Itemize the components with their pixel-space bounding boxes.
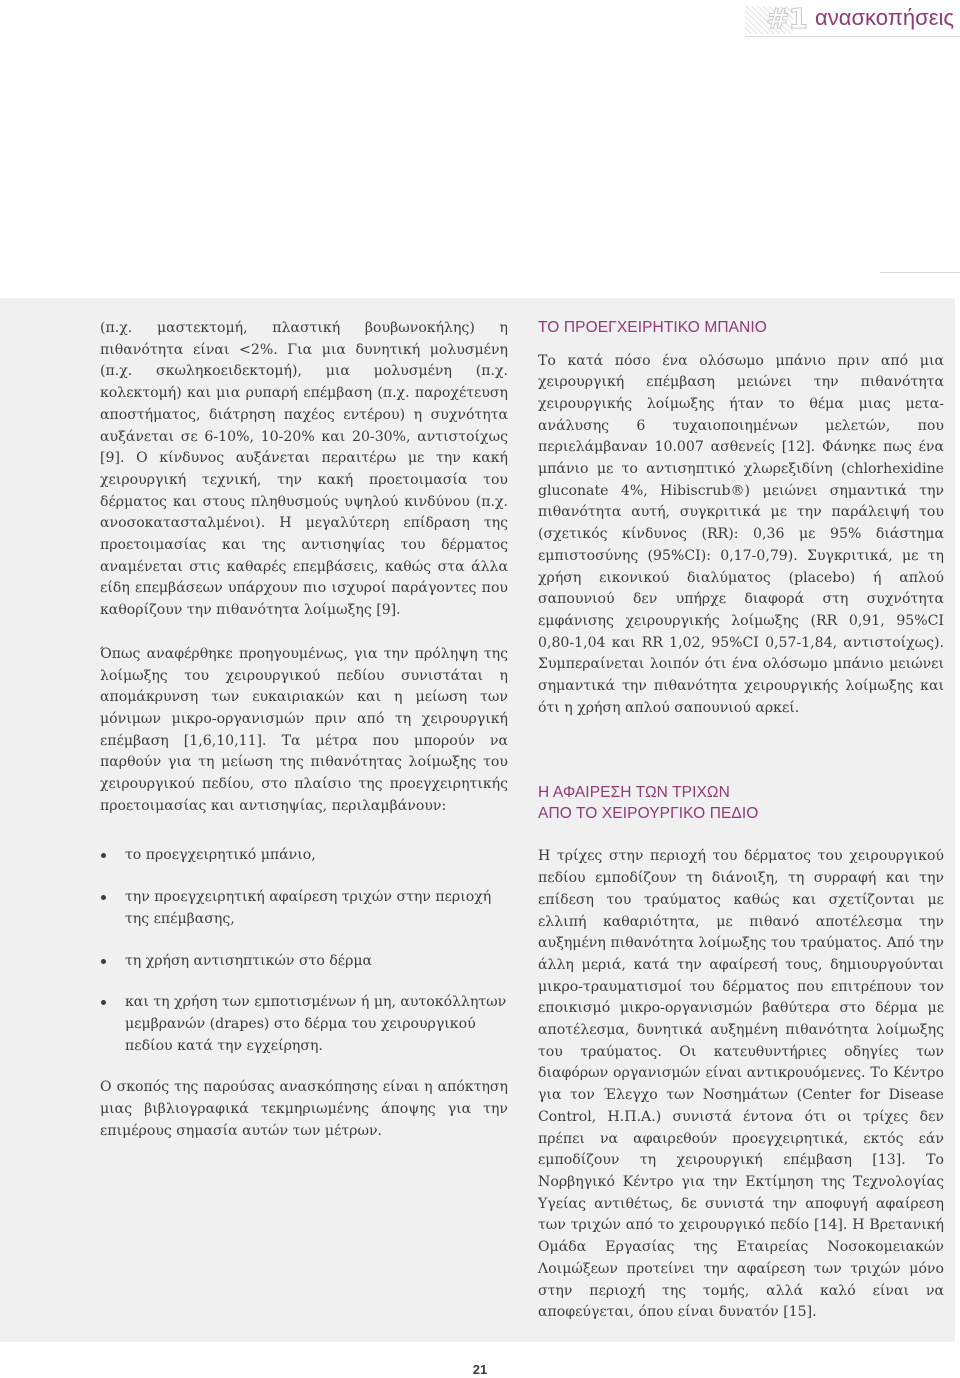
bath-paragraph: Το κατά πόσο ένα ολόσωμο μπάνιο πριν από μια χειρουργική επέμβαση μειώνει την πιθανότητα χειρουργικής λοίμωξης ήταν το θέμα μιας μετα-ανάλυσης 6 τυχαιοποιημένων μελετών, που περιελάμβαναν 10.007 ασθενείς [12]. Φάνηκε πως ένα μπάνιο με το αντισηπτικό χλωρεξιδίνη (chlorhexidine gluconate 4%, Hibiscrub®) μειώνει σημαντικά την πιθανότητα αυτή, συγκριτικά με την παράλειψή του (σχετικός κίνδυνος (RR): 0,36 με 95% διάστημα εμπιστοσύνης (95%CI): 0,17-0,79). Συγκριτικά, με τη χρήση εικονικού διαλύματος (placebo) ή απλού σαπουνιού δεν υπήρχε διαφορά στη συχνότητα εμφάνισης χειρουργικής λοίμωξης (RR 0,91, 95%CI 0,80-1,04 και RR 1,02, 95%CI 0,57-1,84, αντιστοίχως). Συμπεραίνεται λοιπόν ότι ένα ολόσωμο μπάνιο μειώνει σημαντικά την πιθανότητα χειρουργικής λοίμωξης και ότι η χρήση απλού σαπουνιού αρκεί. (538, 352, 944, 716)
issue-badge: #1 (766, 1, 808, 35)
list-item (100, 992, 508, 1057)
bullet-icon (101, 895, 106, 900)
page-header (766, 0, 954, 36)
header-divider (745, 36, 960, 37)
measures-list (100, 845, 508, 1057)
measures-paragraph: Όπως αναφέρθηκε προηγουμένως, για την πρόληψη της λοίμωξης του χειρουργικού πεδίου συνιστάται η απομάκρυνση των ευκαιριακών και η μείωση των μόνιμων μικρο-οργανισμών πριν από τη χειρουργική επέμβαση [1,6,10,11]. Τα μέτρα που μπορούν να παρθούν για τη μείωση της πιθανότητας λοίμωξης του χειρουργικού πεδίου, στο πλαίσιο της προεγχειρητικής προετοιμασίας και αντισηψίας, περιλαμβάνουν: (100, 645, 508, 814)
left-column (100, 318, 508, 1143)
page-number: 21 (472, 1362, 488, 1377)
list-item (100, 887, 508, 930)
list-item (100, 951, 508, 973)
section-heading-bath: ΤΟ ΠΡΟΕΓΧΕΙΡΗΤΙΚΟ ΜΠΑΝΙΟ (538, 319, 767, 336)
section-heading-hair-line2: ΑΠΟ ΤΟ ΧΕΙΡΟΥΡΓΙΚΟ ΠΕΔΙΟ (538, 804, 759, 822)
bullet-icon (101, 853, 106, 858)
section-heading-hair-line1: Η ΑΦΑΙΡΕΣΗ ΤΩΝ ΤΡΙΧΩΝ (538, 784, 730, 802)
list-item-text: την προεγχειρητική αφαίρεση τριχών στην περιοχή της επέμβασης, (125, 889, 492, 927)
list-item-text: και τη χρήση των εμποτισμένων ή μη, αυτοκόλλητων μεμβρανών (drapes) στο δέρμα του χειρουργικού πεδίου κατά την εγχείρηση. (125, 994, 507, 1054)
hair-removal-paragraph: Η τρίχες στην περιοχή του δέρματος του χειρουργικού πεδίου εμποδίζουν τη διάνοιξη, τη συρραφή και την επίδεση του τραύματος καθώς και σχετίζονται με ελλιπή καθαριότητα, με πιθανό αποτέλεσμα την αυξημένη πιθανότητα λοίμωξης του τραύματος. Από την άλλη μεριά, κατά την αφαίρεσή τους, δημιουργούνται μικρο-τραυματισμοί του δέρματος που επιτρέπουν τον εποικισμό μικρο-οργανισμών βαθύτερα στο δέρμα με αποτέλεσμα, δυνητικά αυξημένη πιθανότητα λοίμωξης του τραύματος. Οι κατευθυντήριες οδηγίες των διαφόρων οργανισμών είναι αντικρουόμενες. Το Κέντρο για τον Έλεγχο των Νοσημάτων (Center for Disease Control, Η.Π.Α.) συνιστά έντονα ότι οι τρίχες δεν πρέπει να αφαιρεθούν προεγχειρητικά, εκτός εάν εμποδίζουν τη χειρουργική επέμβαση [13]. Το Νορβηγικό Κέντρο για την Εκτίμηση της Τεχνολογίας Υγείας αντιθέτως, δε συνιστά την αποφυγή αφαίρεση των τριχών από το χειρουργικό πεδίο [14]. Η Βρετανική Ομάδα Εργασίας της Εταιρείας Νοσοκομειακών Λοιμώξεων προτείνει την αφαίρεση των τριχών μόνο στην περιοχή της τομής, αλλά καλό είναι να αποφεύγεται, όπου είναι δυνατόν [15]. (538, 848, 944, 1321)
closing-paragraph: Ο σκοπός της παρούσας ανασκόπησης είναι η απόκτηση μιας βιβλιογραφικά τεκμηριωμένης άποψης για την επιμέρους σημασία αυτών των μέτρων. (100, 1079, 508, 1139)
intro-paragraph: (π.χ. μαστεκτομή, πλαστική βουβωνοκήλης) η πιθανότητα είναι <2%. Για μια δυνητική μολυσμένη (π.χ. σκωληκοειδεκτομή), μια μολυσμένη (π.χ. κολεκτομή) και μια ρυπαρή επέμβαση (π.χ. παροχέτευση αποστήματος, διάτρηση παχέος εντέρου) η συχνότητα αυξάνεται σε 6-10%, 10-20% και 20-30%, αντιστοίχως [9]. Ο κίνδυνος αυξάνεται περαιτέρω με την κακή χειρουργική τεχνική, την κακή προετοιμασία του δέρματος και στους πληθυσμούς υψηλού κινδύνου (π.χ. ανοσοκατασταλμένοι). Η μεγαλύτερη επίδραση της προετοιμασίας και της αντισηψίας του δέρματος αναμένεται στις καθαρές επεμβάσεις, καθώς στα άλλα είδη επεμβάσεων υπάρχουν πιο ισχυροί παράγοντες που καθορίζουν την πιθανότητα λοίμωξης [9]. (100, 320, 508, 619)
list-item (100, 845, 508, 867)
list-item-text: τη χρήση αντισηπτικών στο δέρμα (125, 952, 373, 969)
right-column (538, 318, 944, 1324)
top-divider (880, 272, 960, 273)
bullet-icon (101, 959, 106, 964)
bullet-icon (101, 1000, 106, 1005)
list-item-text: το προεγχειρητικό μπάνιο, (125, 847, 316, 864)
section-label: ανασκοπήσεις (815, 5, 954, 30)
